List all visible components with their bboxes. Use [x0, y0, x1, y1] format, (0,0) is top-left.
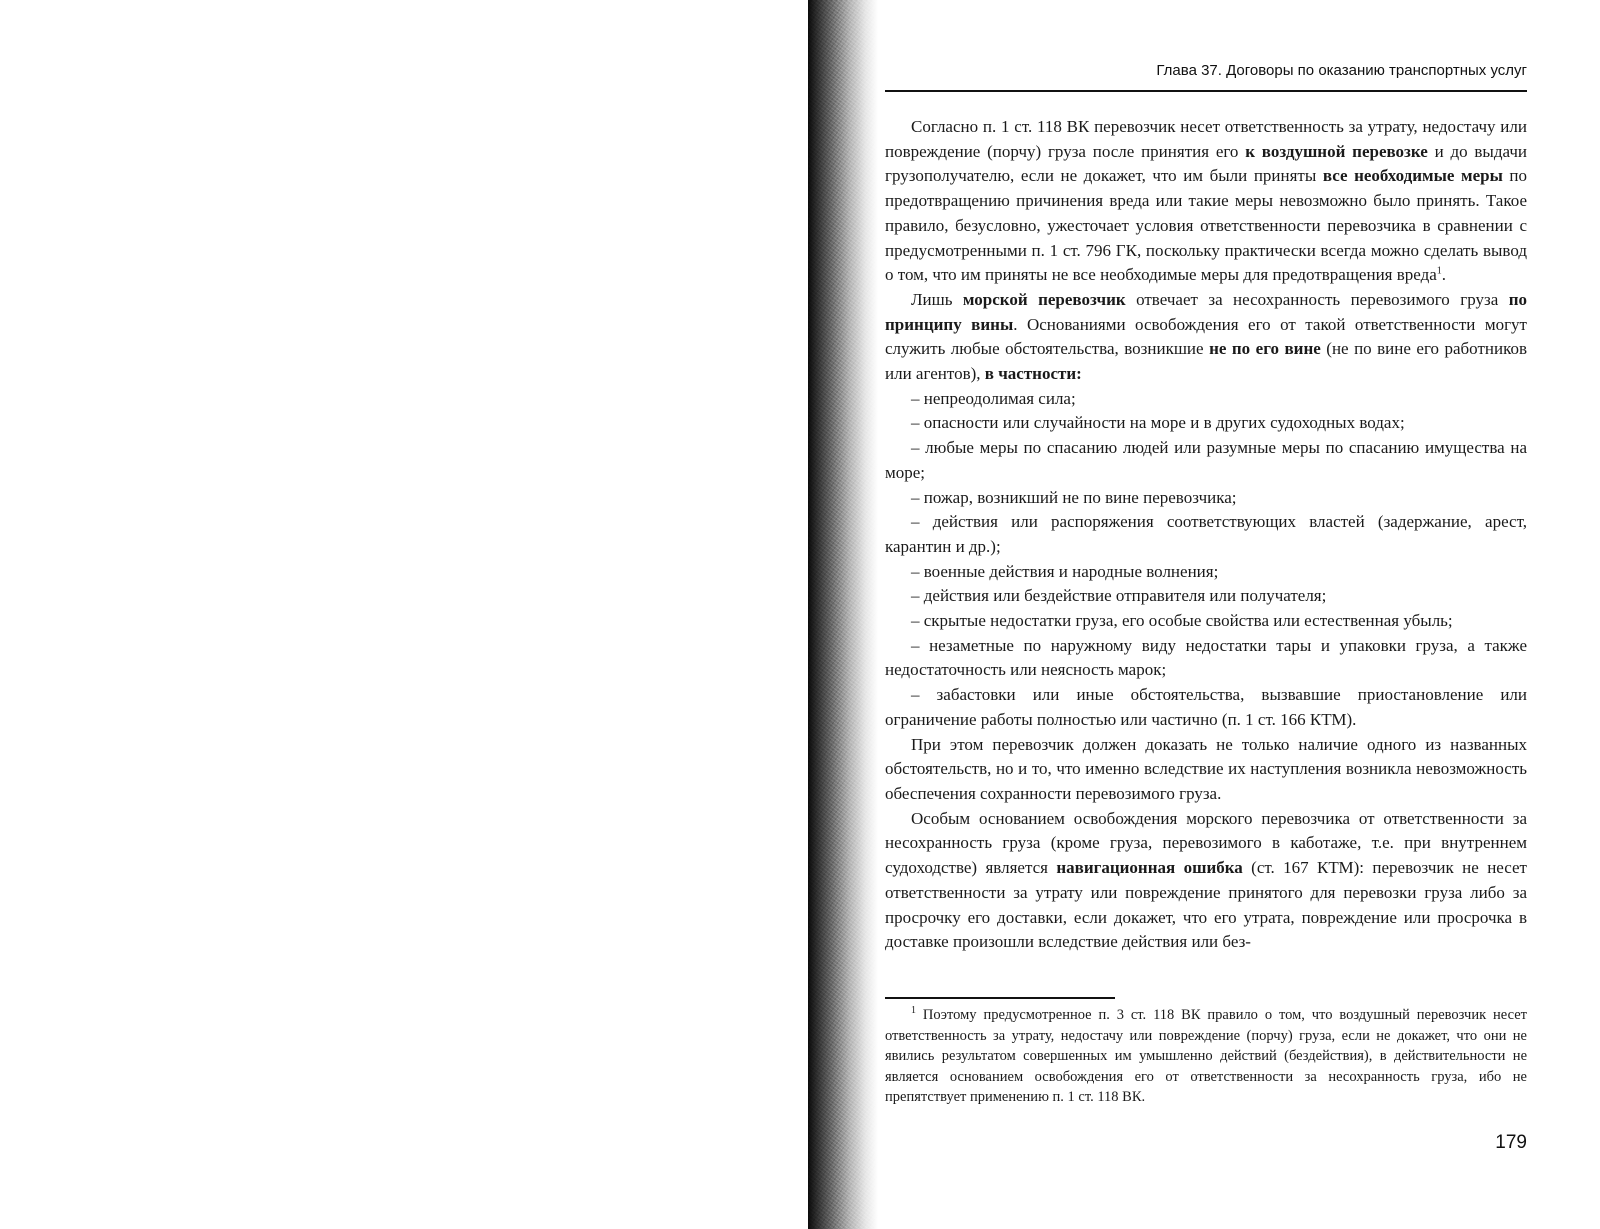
list-item: – незаметные по наружному виду недостатки тары и упаковки груза, а также недостаточность или неясность марок;: [885, 635, 1527, 680]
list-item: – действия или бездействие отправителя или получателя;: [911, 586, 1327, 606]
text-run: (не по вине его работников или агентов),: [885, 339, 1528, 384]
bold-term: не по его вине: [1209, 339, 1321, 359]
list-item: – непреодолимая сила;: [911, 388, 1076, 408]
footnote: [885, 1005, 1527, 1108]
text-run: Согласно п. 1 ст. 118 ВК перевозчик несет ответственность за утрату, недостачу или повреждение (порчу) груза после принятия его: [885, 117, 1527, 161]
list-item: – любые меры по спасанию людей или разумные меры по спасанию имущества на море;: [885, 438, 1527, 482]
bold-term: в частности:: [984, 364, 1082, 384]
exemption-list: [885, 387, 1527, 733]
bold-term: по принципу вины: [885, 289, 1527, 334]
bold-term: морской перевозчик: [962, 289, 1126, 309]
list-item: – пожар, возникший не по вине перевозчика;: [911, 487, 1237, 507]
text-run: отвечает за несохранность перевозимого груза: [1125, 289, 1509, 309]
text-run: Лишь: [911, 289, 963, 309]
footnote-rule: [885, 997, 1115, 999]
footnote-number: 1: [911, 1005, 916, 1017]
body-text: [885, 115, 1527, 955]
footnote-text: Поэтому предусмотренное п. 3 ст. 118 ВК правило о том, что воздушный перевозчик несет ответственность за утрату, недостачу или повреждение (порчу) груза, если не докажет, что они не явились результатом совершенных им умышленно действий (бездействия), в действительности не является основанием освобождения его от ответственности за несохранность груза, ибо не препятствует применению п. 1 ст. 118 ВК.: [885, 1007, 1527, 1105]
paragraph-4: [885, 807, 1527, 955]
footnote-reference: 1: [1436, 265, 1442, 277]
text-run: (ст. 167 КТМ): перевозчик не несет ответственности за утрату или повреждение принятого для перевозки груза либо за просрочку его доставки, если докажет, что его утрата, повреждение или просрочка в доставке произошли вследствие действия или без-: [885, 858, 1527, 952]
text-run: Особым основанием освобождения морского перевозчика от ответственности за несохранность груза (кроме груза, перевозимого в каботаже, т.е. при внутреннем судоходстве) является: [885, 808, 1527, 878]
right-page: [878, 0, 1600, 1229]
text-run: . Основаниями освобождения его от такой ответственности могут служить любые обстоятельства, возникшие: [885, 314, 1527, 359]
list-item: – действия или распоряжения соответствующих властей (задержание, арест, карантин и др.);: [885, 512, 1527, 556]
text-run: по предотвращению причинения вреда или такие меры невозможно было принять. Такое правило, безусловно, ужесточает условия ответственности перевозчика в сравнении с предусмотренными п. 1 ст. 796 ГК, поскольку практически всегда можно сделать вывод о том, что им приняты не все необходимые меры для предотвращения вреда: [885, 166, 1527, 285]
list-item: – военные действия и народные волнения;: [911, 561, 1219, 581]
text-run: и до выдачи грузополучателю, если не докажет, что им были приняты: [885, 141, 1527, 186]
header-rule: [885, 90, 1527, 92]
bold-term: все необходимые меры: [1322, 166, 1503, 186]
text-run: .: [1441, 265, 1447, 285]
paragraph-2: [885, 288, 1527, 387]
paragraph-1: [885, 115, 1527, 288]
list-item: – забастовки или иные обстоятельства, вызвавшие приостановление или ограничение работы полностью или частично (п. 1 ст. 166 КТМ).: [885, 685, 1527, 729]
book-spine-texture: [808, 0, 878, 1229]
bold-term: к воздушной перевозке: [1245, 141, 1428, 161]
bold-term: навигационная ошибка: [1056, 858, 1243, 878]
list-item: – опасности или случайности на море и в других судоходных водах;: [911, 413, 1405, 433]
paragraph-3: При этом перевозчик должен доказать не только наличие одного из названных обстоятельств, но и то, что именно вследствие их наступления возникла невозможность обеспечения сохранности перевозимого груза.: [885, 734, 1527, 803]
running-head: Глава 37. Договоры по оказанию транспортных услуг: [1156, 62, 1527, 79]
page-number: 179: [1495, 1132, 1527, 1153]
list-item: – скрытые недостатки груза, его особые свойства или естественная убыль;: [911, 611, 1453, 631]
